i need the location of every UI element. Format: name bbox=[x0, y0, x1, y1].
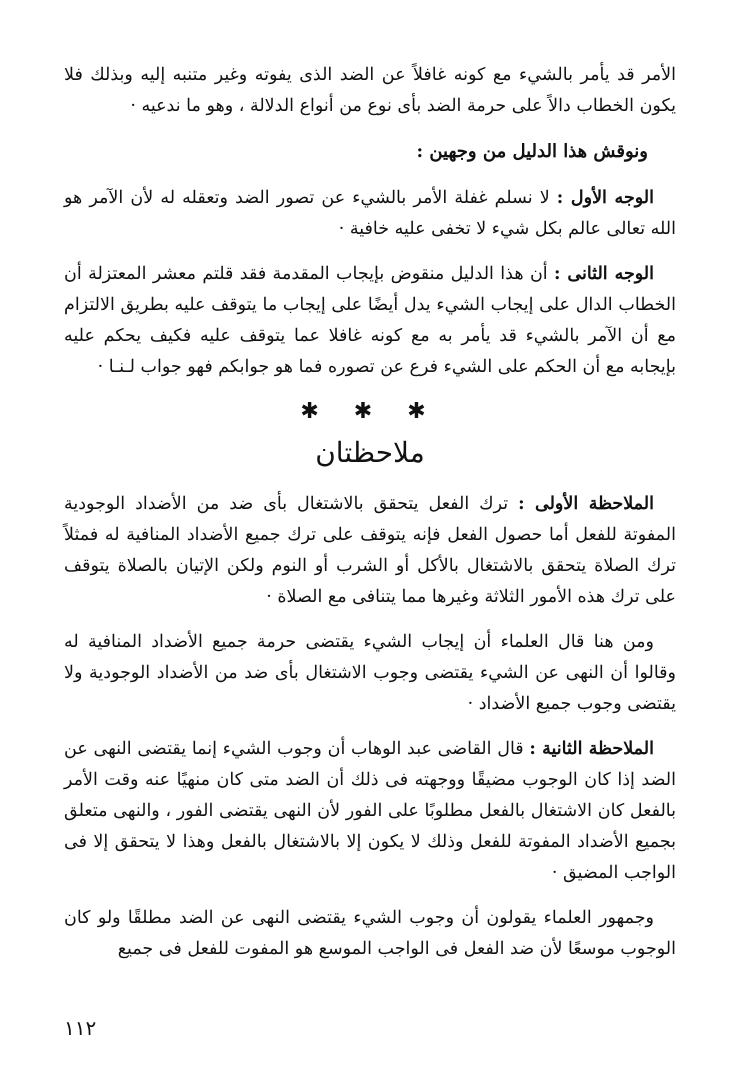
note-two-text: قال القاضى عبد الوهاب أن وجوب الشيء إنما يقتضى النهى عن الضد إذا كان الوجوب مضيقًا ووجهته فى ذلك أن الضد متى كان منهيًا عنه وقت الأمر بالفعل كان الاشتغال بالفعل مطلوبًا على الفور لأن النهى يقتضى الفور ، والنهى متعلق بجميع الأضداد المفوتة للفعل وذلك لا يكون إلا بالاشتغال بالفعل وهذا لا يتحقق إلا فى الواجب المضيق · bbox=[64, 739, 676, 883]
note-two-lead: الملاحظة الثانية : bbox=[529, 739, 654, 759]
paragraph-first-aspect bbox=[64, 183, 676, 245]
page-number: ١١٢ bbox=[64, 1016, 97, 1040]
section-divider-stars: ✱ ✱ ✱ bbox=[300, 399, 440, 424]
paragraph-note-two bbox=[64, 734, 676, 889]
second-aspect-text: أن هذا الدليل منقوض بإيجاب المقدمة فقد قلتم معشر المعتزلة أن الخطاب الدال على إيجاب الشيء يدل أيضًا على إيجاب ما يتوقف عليه بطريق الالتزام مع أن الآمر بالشيء قد يأمر به مع كونه غافلا عما يتوقف عليه فكيف يحكم عليه بإيجابه مع أن الحكم على الشيء فرع عن تصوره فما هو جوابكم فهو جواب لـنـا · bbox=[64, 264, 676, 377]
discussion-heading: ونوقش هذا الدليل من وجهين : bbox=[416, 141, 648, 162]
first-aspect-lead: الوجه الأول : bbox=[556, 188, 654, 208]
second-aspect-lead: الوجه الثانى : bbox=[554, 264, 654, 284]
section-title: ملاحظتان bbox=[315, 436, 425, 469]
note-one-text: ترك الفعل يتحقق بالاشتغال بأى ضد من الأضداد الوجودية المفوتة للفعل أما حصول الفعل فإنه يتوقف على ترك جميع الأضداد المنافية له فمثلاً ترك الصلاة يتحقق بالاشتغال بالأكل أو الشرب أو النوم ولكن الإتيان بالصلاة يتوقف على ترك هذه الأمور الثلاثة وغيرها مما يتنافى مع الصلاة · bbox=[64, 494, 676, 607]
page-body bbox=[64, 60, 676, 979]
note-one-lead: الملاحظة الأولى : bbox=[518, 494, 654, 514]
first-aspect-text: لا نسلم غفلة الأمر بالشيء عن تصور الضد وتعقله له لأن الآمر هو الله تعالى عالم بكل شيء لا تخفى عليه خافية · bbox=[64, 188, 676, 239]
paragraph-second-aspect bbox=[64, 259, 676, 383]
paragraph-intro: الأمر قد يأمر بالشيء مع كونه غافلاً عن الضد الذى يفوته وغير متنبه إليه وبذلك فلا يكون الخطاب دالاً على حرمة الضد بأى نوع من أنواع الدلالة ، وهو ما ندعيه · bbox=[64, 65, 676, 116]
paragraph-from-here: ومن هنا قال العلماء أن إيجاب الشيء يقتضى حرمة جميع الأضداد المنافية له وقالوا أن النهى عن الشيء يقتضى وجوب الاشتغال بأى ضد من الأضداد الوجودية ولا يقتضى وجوب جميع الأضداد · bbox=[64, 632, 676, 714]
paragraph-majority: وجمهور العلماء يقولون أن وجوب الشيء يقتضى النهى عن الضد مطلقًا ولو كان الوجوب موسعًا لأن ضد الفعل فى الواجب الموسع هو المفوت للفعل فى جميع bbox=[64, 908, 676, 959]
paragraph-note-one bbox=[64, 489, 676, 613]
